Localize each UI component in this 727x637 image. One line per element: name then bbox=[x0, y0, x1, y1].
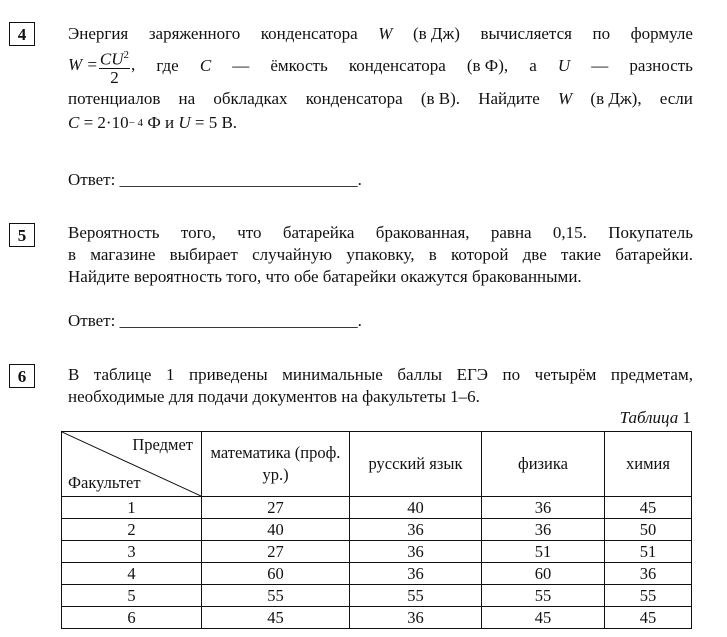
word: Вероятность bbox=[68, 223, 160, 242]
word: если bbox=[659, 88, 693, 108]
word: по bbox=[592, 24, 611, 43]
faculty-cell: 1 bbox=[62, 497, 202, 519]
word: Найдите bbox=[478, 88, 540, 108]
task-5-line-2 bbox=[68, 244, 693, 266]
score-cell: 55 bbox=[605, 585, 692, 607]
score-cell: 60 bbox=[202, 563, 350, 585]
caption-label: Таблица bbox=[619, 408, 679, 427]
word: конденсатора bbox=[305, 88, 403, 108]
task-6-number: 6 bbox=[9, 364, 35, 388]
word: баллы bbox=[397, 365, 443, 384]
table-header-row bbox=[62, 432, 692, 497]
word: а bbox=[529, 56, 537, 76]
word: заряженного bbox=[148, 24, 241, 43]
word: разность bbox=[629, 56, 693, 76]
score-cell: 36 bbox=[350, 607, 482, 629]
task-5-line-1 bbox=[68, 222, 693, 244]
fraction bbox=[99, 47, 130, 86]
formula bbox=[68, 47, 135, 86]
word: упаковку, bbox=[346, 245, 415, 264]
word: в bbox=[68, 245, 77, 264]
table-row bbox=[62, 497, 692, 519]
score-cell: 36 bbox=[350, 519, 482, 541]
word: что bbox=[237, 223, 262, 242]
word: (в Дж), bbox=[590, 88, 642, 108]
task-5-text bbox=[68, 222, 693, 288]
value-u: = 5 В. bbox=[190, 113, 238, 132]
word: батарейки. bbox=[615, 245, 693, 264]
var-c: C bbox=[68, 113, 80, 132]
word: Энергия bbox=[68, 24, 129, 43]
comma: , bbox=[131, 55, 136, 75]
word: четырём bbox=[534, 365, 597, 384]
word: В bbox=[68, 365, 80, 384]
corner-label-subject: Предмет bbox=[132, 435, 193, 454]
var-u: U bbox=[557, 56, 571, 76]
task-4-line-4 bbox=[68, 111, 693, 136]
word: минимальные bbox=[282, 365, 383, 384]
var-w: W bbox=[378, 24, 393, 43]
score-cell: 45 bbox=[605, 497, 692, 519]
formula-lhs: W = bbox=[68, 55, 98, 75]
word: две bbox=[522, 245, 547, 264]
score-cell: 45 bbox=[605, 607, 692, 629]
word: формуле bbox=[630, 24, 693, 43]
task-4-line-2 bbox=[68, 47, 693, 87]
dash: — bbox=[232, 56, 250, 76]
value-c: = 2·10 bbox=[79, 113, 129, 132]
task-4-answer-field[interactable]: Ответ: ____________________________. bbox=[68, 170, 362, 189]
score-cell: 36 bbox=[350, 541, 482, 563]
caption-number: 1 bbox=[678, 408, 691, 427]
exponent: 2 bbox=[123, 49, 130, 62]
word: (в Дж) bbox=[412, 24, 460, 43]
faculty-cell: 3 bbox=[62, 541, 202, 563]
word: (в Ф), bbox=[466, 56, 509, 76]
score-cell: 36 bbox=[482, 497, 605, 519]
word: обкладках bbox=[213, 88, 288, 108]
task-4-number: 4 bbox=[9, 22, 35, 46]
score-cell: 55 bbox=[482, 585, 605, 607]
var-w: W bbox=[558, 88, 573, 108]
column-header: русский язык bbox=[350, 432, 482, 497]
score-cell: 51 bbox=[605, 541, 692, 563]
task-6-line-2: необходимые для подачи документов на факультеты 1–6. bbox=[68, 387, 480, 406]
table-row bbox=[62, 607, 692, 629]
table-row bbox=[62, 563, 692, 585]
score-cell: 40 bbox=[350, 497, 482, 519]
word: ЕГЭ bbox=[456, 365, 489, 384]
task-4-line-3 bbox=[68, 87, 693, 112]
fraction-denominator: 2 bbox=[110, 67, 119, 87]
column-header: физика bbox=[482, 432, 605, 497]
score-cell: 60 bbox=[482, 563, 605, 585]
table-row bbox=[62, 519, 692, 541]
word: на bbox=[178, 88, 196, 108]
task-4-text bbox=[68, 22, 693, 136]
exponent: − 4 bbox=[128, 117, 144, 129]
word: 0,15. bbox=[552, 223, 587, 242]
score-cell: 45 bbox=[482, 607, 605, 629]
score-cell: 50 bbox=[605, 519, 692, 541]
score-cell: 55 bbox=[350, 585, 482, 607]
word: Ф и bbox=[143, 113, 179, 132]
word: таблице bbox=[93, 365, 152, 384]
word: вычисляется bbox=[480, 24, 572, 43]
word: бракованная, bbox=[375, 223, 470, 242]
word: того, bbox=[180, 223, 216, 242]
word: потенциалов bbox=[68, 88, 161, 108]
task-6-text bbox=[68, 364, 693, 408]
word: предметам, bbox=[610, 365, 693, 384]
task-5-answer-field[interactable]: Ответ: ____________________________. bbox=[68, 311, 362, 330]
word: которой bbox=[450, 245, 509, 264]
task-4-line-1 bbox=[68, 22, 693, 47]
score-cell: 27 bbox=[202, 541, 350, 563]
word: приведены bbox=[188, 365, 268, 384]
faculty-cell: 2 bbox=[62, 519, 202, 541]
word: равна bbox=[490, 223, 532, 242]
scores-table bbox=[61, 431, 692, 629]
faculty-cell: 6 bbox=[62, 607, 202, 629]
fraction-numerator bbox=[99, 47, 130, 69]
word: в bbox=[428, 245, 437, 264]
word: такие bbox=[560, 245, 602, 264]
table-row bbox=[62, 585, 692, 607]
word: батарейка bbox=[282, 223, 355, 242]
task-6-line-1 bbox=[68, 364, 693, 386]
word: (в В). bbox=[420, 88, 461, 108]
table-caption bbox=[620, 408, 691, 428]
column-header: химия bbox=[605, 432, 692, 497]
word: по bbox=[502, 365, 521, 384]
word: выбирает bbox=[169, 245, 238, 264]
word: 1 bbox=[165, 365, 175, 384]
score-cell: 40 bbox=[202, 519, 350, 541]
word: конденсатора bbox=[260, 24, 358, 43]
score-cell: 36 bbox=[482, 519, 605, 541]
var-u: U bbox=[178, 113, 191, 132]
numerator-text: CU bbox=[99, 49, 124, 69]
word: магазине bbox=[90, 245, 156, 264]
score-cell: 36 bbox=[605, 563, 692, 585]
faculty-cell: 5 bbox=[62, 585, 202, 607]
column-header: математика (проф. ур.) bbox=[202, 432, 350, 497]
score-cell: 55 bbox=[202, 585, 350, 607]
score-cell: 36 bbox=[350, 563, 482, 585]
word: ёмкость bbox=[270, 56, 328, 76]
corner-label-faculty: Факультет bbox=[68, 473, 141, 492]
score-cell: 27 bbox=[202, 497, 350, 519]
word: где bbox=[156, 56, 179, 76]
word: Покупатель bbox=[608, 223, 693, 242]
corner-header-cell bbox=[62, 432, 202, 497]
task-5-line-3: Найдите вероятность того, что обе батарейки окажутся бракованными. bbox=[68, 267, 582, 286]
score-cell: 45 bbox=[202, 607, 350, 629]
faculty-cell: 4 bbox=[62, 563, 202, 585]
table-body bbox=[62, 497, 692, 629]
score-cell: 51 bbox=[482, 541, 605, 563]
var-c: C bbox=[199, 56, 212, 76]
dash: — bbox=[591, 56, 609, 76]
word: случайную bbox=[252, 245, 333, 264]
table-row bbox=[62, 541, 692, 563]
word: конденсатора bbox=[348, 56, 446, 76]
task-5-number: 5 bbox=[9, 223, 35, 247]
